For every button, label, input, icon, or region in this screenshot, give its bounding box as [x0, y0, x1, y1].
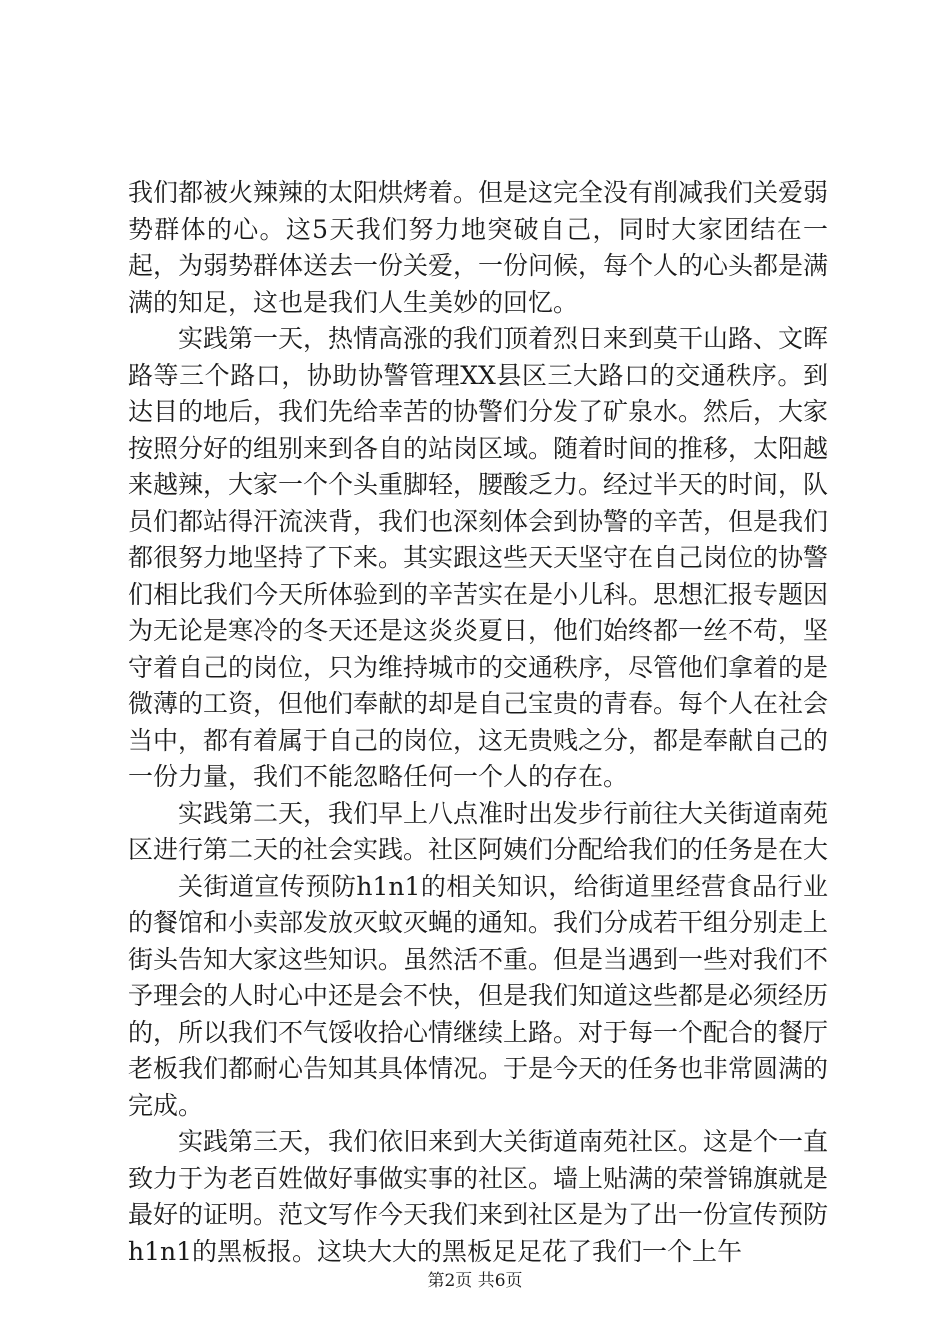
paragraph-4: 关街道宣传预防h1n1的相关知识，给街道里经营食品行业的餐馆和小卖部发放灭蚊灭蝇的通知。我们分成若干组分别走上街头告知大家这些知识。虽然活不重。但是当遇到一些对我们不予理会的人时心中还是会不快，但是我们知道这些都是必须经历的，所以我们不气馁收拾心情继续上路。对于每一个配合的餐厅老板我们都耐心告知其具体情况。于是今天的任务也非常圆满的完成。	[128, 871, 829, 1120]
body-text	[128, 175, 828, 1270]
paragraph-3: 实践第二天，我们早上八点准时出发步行前往大关街道南苑区进行第二天的社会实践。社区阿姨们分配给我们的任务是在大	[128, 798, 829, 864]
page-footer: 第2页 共6页	[427, 1271, 523, 1291]
paragraph-5: 实践第三天，我们依旧来到大关街道南苑社区。这是个一直致力于为老百姓做好事做实事的社区。墙上贴满的荣誉锦旗就是最好的证明。范文写作今天我们来到社区是为了出一份宣传预防h1n1的黑板报。这块大大的黑板足足花了我们一个上午	[128, 1127, 829, 1266]
paragraph-1: 我们都被火辣辣的太阳烘烤着。但是这完全没有削减我们关爱弱势群体的心。这5天我们努力地突破自己，同时大家团结在一起，为弱势群体送去一份关爱，一份问候，每个人的心头都是满满的知足，这也是我们人生美妙的回忆。	[128, 178, 829, 317]
paragraph-2: 实践第一天，热情高涨的我们顶着烈日来到莫干山路、文晖路等三个路口，协助协警管理XX县区三大路口的交通秩序。到达目的地后，我们先给幸苦的协警们分发了矿泉水。然后，大家按照分好的组别来到各自的站岗区域。随着时间的推移，太阳越来越辣，大家一个个头重脚轻，腰酸乏力。经过半天的时间，队员们都站得汗流浃背，我们也深刻体会到协警的辛苦，但是我们都很努力地坚持了下来。其实跟这些天天坚守在自己岗位的协警们相比我们今天所体验到的辛苦实在是小儿科。思想汇报专题因为无论是寒冷的冬天还是这炎炎夏日，他们始终都一丝不苟，坚守着自己的岗位，只为维持城市的交通秩序，尽管他们拿着的是微薄的工资，但他们奉献的却是自己宝贵的青春。每个人在社会当中，都有着属于自己的岗位，这无贵贱之分，都是奉献自己的一份力量，我们不能忽略任何一个人的存在。	[128, 324, 829, 791]
